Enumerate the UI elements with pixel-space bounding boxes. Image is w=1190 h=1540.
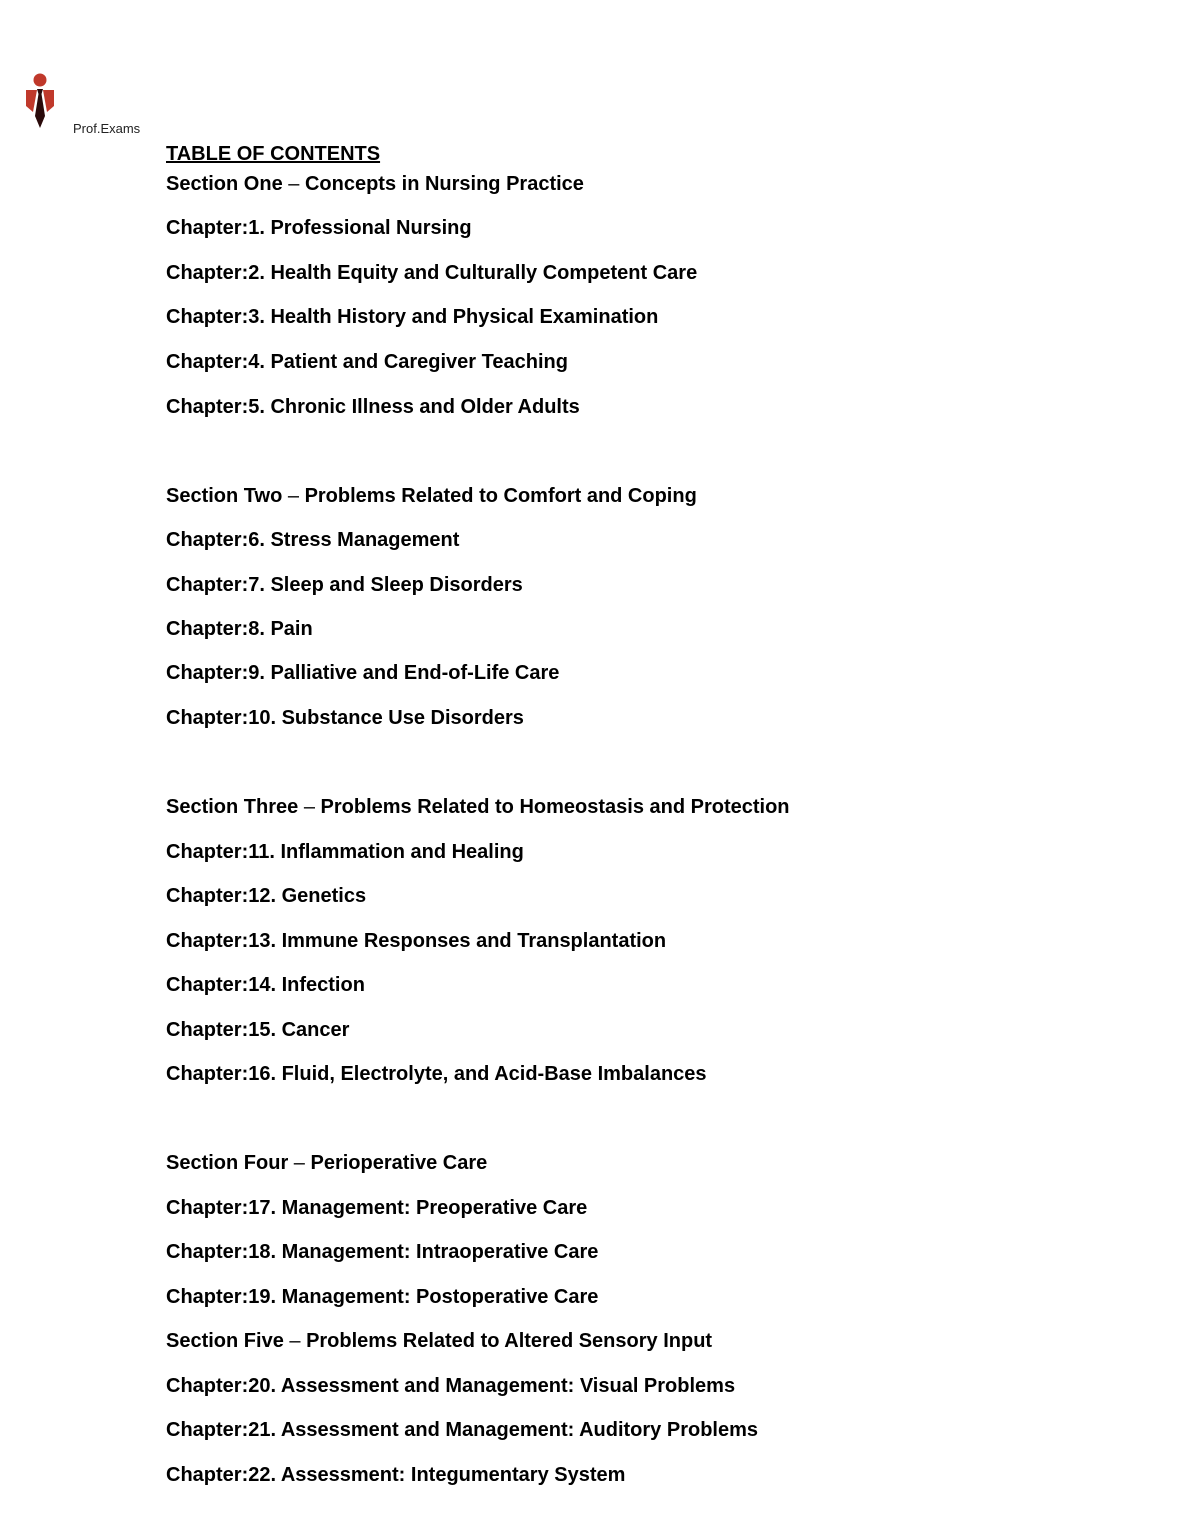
chapter-entry: Chapter:2. Health Equity and Culturally Competent Care	[166, 262, 698, 284]
chapter-entry: Chapter:7. Sleep and Sleep Disorders	[166, 574, 523, 596]
chapter-entry: Chapter:17. Management: Preoperative Care	[166, 1197, 588, 1219]
chapter-entry: Chapter:4. Patient and Caregiver Teaching	[166, 351, 568, 373]
chapter-entry: Chapter:3. Health History and Physical Examination	[166, 306, 659, 328]
chapter-entry: Chapter:5. Chronic Illness and Older Adults	[166, 396, 580, 418]
chapter-entry: Chapter:8. Pain	[166, 618, 313, 640]
chapter-entry: Chapter:6. Stress Management	[166, 529, 460, 551]
chapter-entry: Chapter:18. Management: Intraoperative Care	[166, 1241, 599, 1263]
chapter-entry: Chapter:15. Cancer	[166, 1019, 350, 1041]
chapter-entry: Chapter:11. Inflammation and Healing	[166, 841, 524, 863]
section-heading: Section One – Concepts in Nursing Practice	[166, 173, 584, 195]
chapter-entry: Chapter:20. Assessment and Management: Visual Problems	[166, 1375, 736, 1397]
chapter-entry: Chapter:21. Assessment and Management: Auditory Problems	[166, 1419, 758, 1441]
section-heading: Section Five – Problems Related to Altered Sensory Input	[166, 1330, 713, 1352]
toc-title: TABLE OF CONTENTS	[166, 143, 381, 165]
brand-name: Prof.Exams	[73, 121, 141, 136]
necktie-person-icon	[22, 72, 58, 130]
chapter-entry: Chapter:19. Management: Postoperative Care	[166, 1286, 599, 1308]
chapter-entry: Chapter:14. Infection	[166, 974, 365, 996]
section-heading: Section Four – Perioperative Care	[166, 1152, 488, 1174]
section-heading: Section Two – Problems Related to Comfort and Coping	[166, 485, 697, 507]
chapter-entry: Chapter:10. Substance Use Disorders	[166, 707, 524, 729]
section-heading: Section Three – Problems Related to Homeostasis and Protection	[166, 796, 790, 818]
chapter-entry: Chapter:22. Assessment: Integumentary System	[166, 1464, 626, 1486]
chapter-entry: Chapter:9. Palliative and End-of-Life Care	[166, 662, 560, 684]
chapter-entry: Chapter:16. Fluid, Electrolyte, and Acid-Base Imbalances	[166, 1063, 707, 1085]
chapter-entry: Chapter:12. Genetics	[166, 885, 367, 907]
chapter-entry: Chapter:1. Professional Nursing	[166, 217, 472, 239]
chapter-entry: Chapter:13. Immune Responses and Transplantation	[166, 930, 667, 952]
